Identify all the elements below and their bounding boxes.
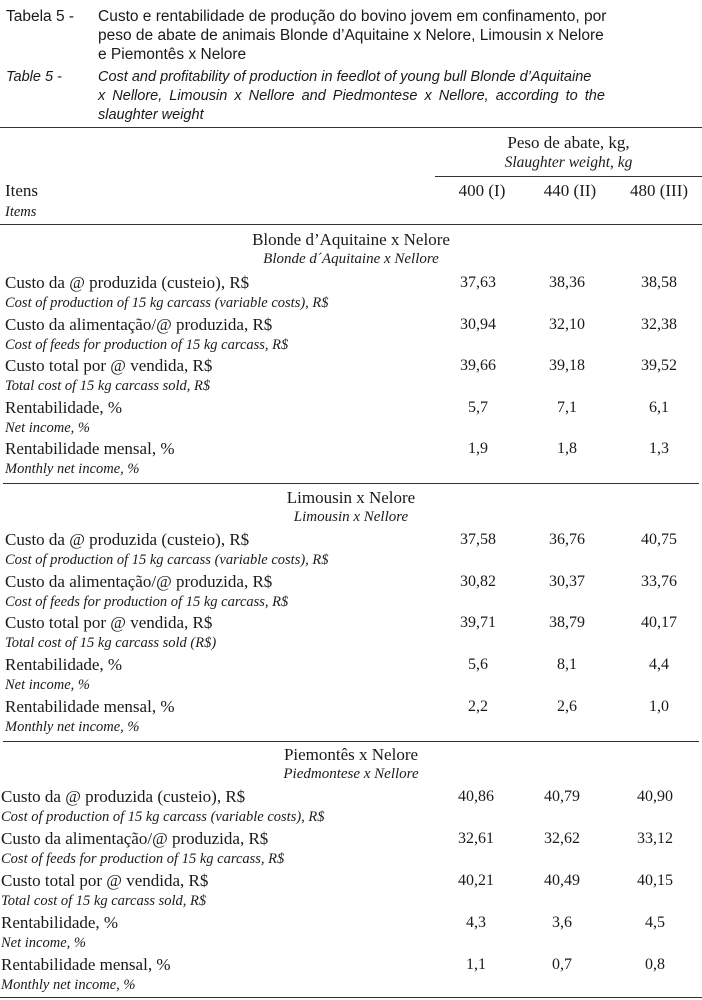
row-label-en: Net income, % xyxy=(5,420,90,436)
table-cell: 39,18 xyxy=(549,357,585,374)
table-cell: 7,1 xyxy=(557,399,577,416)
row-label-pt: Custo total por @ vendida, R$ xyxy=(1,871,209,890)
table-cell: 37,63 xyxy=(460,274,496,291)
table-cell: 0,7 xyxy=(552,956,572,973)
row-label-pt: Rentabilidade mensal, % xyxy=(1,955,171,974)
bottom-rule xyxy=(0,997,702,998)
table-cell: 1,1 xyxy=(466,956,486,973)
row-label-en: Cost of feeds for production of 15 kg carcass, R$ xyxy=(1,851,285,867)
row-label-pt: Custo total por @ vendida, R$ xyxy=(5,613,213,632)
table-cell: 37,58 xyxy=(460,531,496,548)
row-label-en: Net income, % xyxy=(5,677,90,693)
header-items-pt: Itens xyxy=(5,181,39,200)
row-label-pt: Custo total por @ vendida, R$ xyxy=(5,356,213,375)
table-cell: 33,76 xyxy=(641,573,677,590)
group-title: Piemontês x Nelore xyxy=(283,745,419,764)
table-caption-pt xyxy=(6,8,702,68)
group-title: Limousin x Nelore xyxy=(286,488,416,507)
header-group-en: Slaughter weight, kg xyxy=(504,154,633,171)
row-label-en: Net income, % xyxy=(1,935,86,951)
caption-line-pt: Custo e rentabilidade de produção do bovino jovem em confinamento, por xyxy=(98,8,607,25)
caption-line-en: Cost and profitability of production in feedlot of young bull Blonde d’Aquitaine xyxy=(98,69,592,85)
table-cell: 40,90 xyxy=(637,788,673,805)
group-title: Blonde d’Aquitaine x Nelore xyxy=(252,230,450,249)
group-rule xyxy=(3,741,699,742)
row-label-pt: Custo da alimentação/@ produzida, R$ xyxy=(5,315,273,334)
table-cell: 1,9 xyxy=(468,440,488,457)
group-rule xyxy=(3,483,699,484)
caption-line-pt: peso de abate de animais Blonde d’Aquitaine x Nelore, Limousin x Nelore xyxy=(98,27,604,44)
table-cell: 6,1 xyxy=(649,399,669,416)
top-rule xyxy=(0,127,702,128)
table-cell: 5,7 xyxy=(468,399,488,416)
group-subtitle: Piedmontese x Nellore xyxy=(283,766,419,782)
row-label-pt: Rentabilidade mensal, % xyxy=(5,439,175,458)
caption-label-pt: Tabela 5 - xyxy=(6,8,75,25)
caption-line-en: x Nellore, Limousin x Nellore and Piedmontese x Nellore, according to the xyxy=(98,88,605,104)
row-label-en: Cost of feeds for production of 15 kg carcass, R$ xyxy=(5,594,289,610)
table-cell: 30,82 xyxy=(460,573,496,590)
table-cell: 5,6 xyxy=(468,656,488,673)
row-label-pt: Custo da @ produzida (custeio), R$ xyxy=(5,273,250,292)
table-cell: 40,15 xyxy=(637,872,673,889)
table-cell: 8,1 xyxy=(557,656,577,673)
table-cell: 40,79 xyxy=(544,788,580,805)
row-label-pt: Rentabilidade, % xyxy=(1,913,119,932)
header-group-rule xyxy=(435,176,702,177)
row-label-en: Cost of production of 15 kg carcass (variable costs), R$ xyxy=(5,295,329,311)
table-cell: 1,0 xyxy=(649,698,669,715)
table-cell: 40,17 xyxy=(641,614,677,631)
row-label-pt: Custo da alimentação/@ produzida, R$ xyxy=(1,829,269,848)
row-label-pt: Rentabilidade, % xyxy=(5,398,123,417)
table-cell: 4,4 xyxy=(649,656,669,673)
table-cell: 38,58 xyxy=(641,274,677,291)
table-cell: 32,61 xyxy=(458,830,494,847)
row-label-en: Monthly net income, % xyxy=(1,977,136,993)
group-subtitle: Limousin x Nellore xyxy=(293,509,409,525)
table-cell: 30,37 xyxy=(549,573,585,590)
table-cell: 38,36 xyxy=(549,274,585,291)
column-header-480: 480 (III) xyxy=(629,181,689,200)
caption-line-pt: e Piemontês x Nelore xyxy=(98,46,247,63)
table-cell: 4,3 xyxy=(466,914,486,931)
table-cell: 36,76 xyxy=(549,531,585,548)
table-cell: 0,8 xyxy=(645,956,665,973)
column-header-440: 440 (II) xyxy=(543,181,597,200)
table-cell: 30,94 xyxy=(460,316,496,333)
column-header-400: 400 (I) xyxy=(458,181,506,200)
row-label-en: Monthly net income, % xyxy=(5,461,140,477)
header-group-pt: Peso de abate, kg, xyxy=(507,133,630,152)
row-label-en: Monthly net income, % xyxy=(5,719,140,735)
group-subtitle: Blonde d´Aquitaine x Nellore xyxy=(263,251,439,267)
header-items-en: Items xyxy=(5,204,37,220)
table-cell: 40,21 xyxy=(458,872,494,889)
table-cell: 40,86 xyxy=(458,788,494,805)
table-cell: 1,8 xyxy=(557,440,577,457)
table-cell: 32,10 xyxy=(549,316,585,333)
table-cell: 33,12 xyxy=(637,830,673,847)
table-cell: 38,79 xyxy=(549,614,585,631)
table-cell: 3,6 xyxy=(552,914,572,931)
row-label-pt: Custo da @ produzida (custeio), R$ xyxy=(1,787,246,806)
table-cell: 4,5 xyxy=(645,914,665,931)
row-label-pt: Rentabilidade, % xyxy=(5,655,123,674)
row-label-en: Cost of feeds for production of 15 kg carcass, R$ xyxy=(5,337,289,353)
table-cell: 39,71 xyxy=(460,614,496,631)
table-cell: 39,66 xyxy=(460,357,496,374)
table-cell: 2,2 xyxy=(468,698,488,715)
table-cell: 1,3 xyxy=(649,440,669,457)
table-cell: 40,75 xyxy=(641,531,677,548)
table-cell: 40,49 xyxy=(544,872,580,889)
row-label-en: Cost of production of 15 kg carcass (variable costs), R$ xyxy=(5,552,329,568)
row-label-pt: Custo da alimentação/@ produzida, R$ xyxy=(5,572,273,591)
table-cell: 32,62 xyxy=(544,830,580,847)
row-label-en: Total cost of 15 kg carcass sold, R$ xyxy=(5,378,211,394)
table-caption-en xyxy=(6,68,702,128)
table-cell: 32,38 xyxy=(641,316,677,333)
row-label-en: Total cost of 15 kg carcass sold (R$) xyxy=(5,635,217,651)
table-cell: 2,6 xyxy=(557,698,577,715)
caption-line-en: slaughter weight xyxy=(98,107,204,123)
row-label-en: Cost of production of 15 kg carcass (variable costs), R$ xyxy=(1,809,325,825)
row-label-pt: Custo da @ produzida (custeio), R$ xyxy=(5,530,250,549)
table-cell: 39,52 xyxy=(641,357,677,374)
row-label-pt: Rentabilidade mensal, % xyxy=(5,697,175,716)
caption-label-en: Table 5 - xyxy=(6,69,62,85)
row-label-en: Total cost of 15 kg carcass sold, R$ xyxy=(1,893,207,909)
header-bottom-rule xyxy=(0,224,702,225)
